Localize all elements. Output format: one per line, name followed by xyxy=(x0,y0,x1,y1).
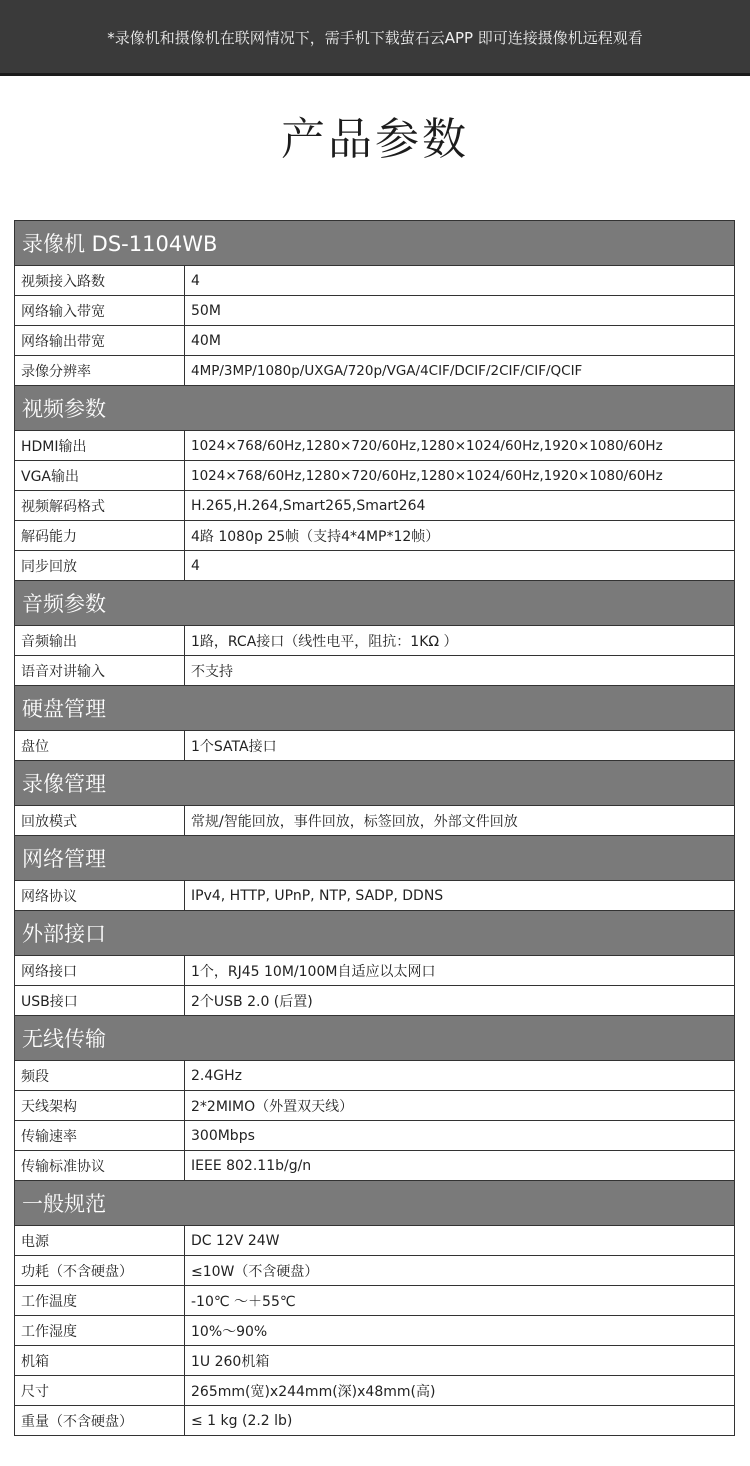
spec-label: 尺寸 xyxy=(15,1376,185,1406)
section-header xyxy=(15,761,735,806)
table-row xyxy=(15,461,735,491)
spec-value: 2个USB 2.0 (后置) xyxy=(185,986,735,1016)
table-row xyxy=(15,956,735,986)
table-row xyxy=(15,1226,735,1256)
spec-label: 回放模式 xyxy=(15,806,185,836)
table-row xyxy=(15,326,735,356)
spec-label: VGA输出 xyxy=(15,461,185,491)
spec-label: 频段 xyxy=(15,1061,185,1091)
table-row xyxy=(15,656,735,686)
table-row xyxy=(15,1316,735,1346)
table-row xyxy=(15,1151,735,1181)
spec-value: 50M xyxy=(185,296,735,326)
spec-value: DC 12V 24W xyxy=(185,1226,735,1256)
section-header xyxy=(15,1181,735,1226)
section-title: 硬盘管理 xyxy=(15,686,735,731)
section-title: 音频参数 xyxy=(15,581,735,626)
section-header xyxy=(15,686,735,731)
spec-label: 功耗（不含硬盘） xyxy=(15,1256,185,1286)
spec-value: 2.4GHz xyxy=(185,1061,735,1091)
spec-value: 2*2MIMO（外置双天线） xyxy=(185,1091,735,1121)
spec-label: 机箱 xyxy=(15,1346,185,1376)
spec-label: 重量（不含硬盘） xyxy=(15,1406,185,1436)
section-title: 网络管理 xyxy=(15,836,735,881)
spec-value: 265mm(宽)x244mm(深)x48mm(高) xyxy=(185,1376,735,1406)
spec-value: 不支持 xyxy=(185,656,735,686)
section-header xyxy=(15,221,735,266)
table-row xyxy=(15,1286,735,1316)
spec-label: 网络输出带宽 xyxy=(15,326,185,356)
spec-label: 工作温度 xyxy=(15,1286,185,1316)
spec-label: 传输速率 xyxy=(15,1121,185,1151)
section-header xyxy=(15,836,735,881)
table-row xyxy=(15,731,735,761)
spec-label: 工作湿度 xyxy=(15,1316,185,1346)
section-header xyxy=(15,1016,735,1061)
table-row xyxy=(15,881,735,911)
table-row xyxy=(15,1376,735,1406)
section-title: 视频参数 xyxy=(15,386,735,431)
table-row xyxy=(15,1346,735,1376)
section-title: 无线传输 xyxy=(15,1016,735,1061)
spec-value: IPv4, HTTP, UPnP, NTP, SADP, DDNS xyxy=(185,881,735,911)
spec-label: 音频输出 xyxy=(15,626,185,656)
spec-value: 1U 260机箱 xyxy=(185,1346,735,1376)
spec-label: 同步回放 xyxy=(15,551,185,581)
spec-label: 网络接口 xyxy=(15,956,185,986)
section-title: 录像机 DS-1104WB xyxy=(15,221,735,266)
spec-label: 录像分辨率 xyxy=(15,356,185,386)
section-header xyxy=(15,581,735,626)
spec-value: 1个SATA接口 xyxy=(185,731,735,761)
spec-table xyxy=(14,220,735,1436)
spec-value: 1个，RJ45 10M/100M自适应以太网口 xyxy=(185,956,735,986)
spec-value: 4路 1080p 25帧（支持4*4MP*12帧） xyxy=(185,521,735,551)
spec-label: 电源 xyxy=(15,1226,185,1256)
table-row xyxy=(15,491,735,521)
spec-value: 300Mbps xyxy=(185,1121,735,1151)
section-title: 外部接口 xyxy=(15,911,735,956)
spec-value: 4 xyxy=(185,551,735,581)
section-title: 一般规范 xyxy=(15,1181,735,1226)
table-row xyxy=(15,1061,735,1091)
table-row xyxy=(15,1256,735,1286)
spec-label: USB接口 xyxy=(15,986,185,1016)
section-header xyxy=(15,386,735,431)
spec-value: 40M xyxy=(185,326,735,356)
spec-label: 传输标准协议 xyxy=(15,1151,185,1181)
spec-label: 网络协议 xyxy=(15,881,185,911)
spec-label: 网络输入带宽 xyxy=(15,296,185,326)
spec-label: 视频解码格式 xyxy=(15,491,185,521)
spec-value: 1024×768/60Hz,1280×720/60Hz,1280×1024/60Hz,1920×1080/60Hz xyxy=(185,431,735,461)
spec-value: 4 xyxy=(185,266,735,296)
spec-value: IEEE 802.11b/g/n xyxy=(185,1151,735,1181)
spec-label: 语音对讲输入 xyxy=(15,656,185,686)
section-header xyxy=(15,911,735,956)
table-row xyxy=(15,431,735,461)
spec-value: 1024×768/60Hz,1280×720/60Hz,1280×1024/60Hz,1920×1080/60Hz xyxy=(185,461,735,491)
spec-label: 盘位 xyxy=(15,731,185,761)
table-row xyxy=(15,1121,735,1151)
table-row xyxy=(15,1406,735,1436)
spec-label: HDMI输出 xyxy=(15,431,185,461)
table-row xyxy=(15,296,735,326)
table-row xyxy=(15,626,735,656)
spec-label: 解码能力 xyxy=(15,521,185,551)
table-row xyxy=(15,806,735,836)
spec-value: ≤10W（不含硬盘） xyxy=(185,1256,735,1286)
table-row xyxy=(15,521,735,551)
table-row xyxy=(15,551,735,581)
spec-value: -10℃ ～＋55℃ xyxy=(185,1286,735,1316)
section-title: 录像管理 xyxy=(15,761,735,806)
page-title: 产品参数 xyxy=(281,114,469,165)
spec-value: ≤ 1 kg (2.2 lb) xyxy=(185,1406,735,1436)
spec-value: 4MP/3MP/1080p/UXGA/720p/VGA/4CIF/DCIF/2CIF/CIF/QCIF xyxy=(185,356,735,386)
notice-banner: *录像机和摄像机在联网情况下，需手机下载萤石云APP 即可连接摄像机远程观看 xyxy=(0,0,750,76)
table-row xyxy=(15,986,735,1016)
spec-value: 常规/智能回放，事件回放，标签回放，外部文件回放 xyxy=(185,806,735,836)
table-row xyxy=(15,1091,735,1121)
spec-value: 10%～90% xyxy=(185,1316,735,1346)
spec-value: 1路，RCA接口（线性电平，阻抗：1KΩ ） xyxy=(185,626,735,656)
table-row xyxy=(15,356,735,386)
spec-label: 视频接入路数 xyxy=(15,266,185,296)
spec-value: H.265,H.264,Smart265,Smart264 xyxy=(185,491,735,521)
spec-label: 天线架构 xyxy=(15,1091,185,1121)
table-row xyxy=(15,266,735,296)
